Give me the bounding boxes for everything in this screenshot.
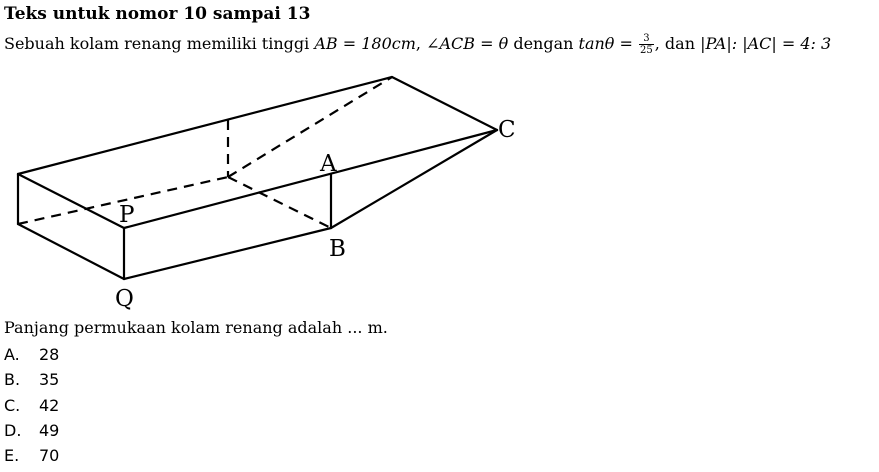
label-b: B xyxy=(329,236,346,262)
edge-bc xyxy=(331,130,497,228)
stem-ratio-text: dan xyxy=(659,34,701,53)
label-a: A xyxy=(320,151,337,177)
edge-left-top xyxy=(18,174,124,228)
option-value: 35 xyxy=(39,370,60,390)
label-c: C xyxy=(498,117,516,143)
option-a[interactable] xyxy=(4,344,59,369)
fraction-numerator: 3 xyxy=(639,33,654,45)
label-p: P xyxy=(119,202,135,228)
tan-fraction xyxy=(639,33,654,56)
edge-left-bottom xyxy=(18,224,124,279)
option-b[interactable] xyxy=(4,369,59,394)
option-c[interactable] xyxy=(4,395,59,420)
stem-intro: Sebuah kolam renang memiliki tinggi xyxy=(4,34,315,53)
option-value: 70 xyxy=(39,446,60,466)
section-heading: Teks untuk nomor 10 sampai 13 xyxy=(4,4,311,24)
option-letter: E. xyxy=(4,446,20,466)
label-q: Q xyxy=(115,286,134,312)
option-value: 49 xyxy=(39,420,60,440)
answer-options xyxy=(4,344,59,470)
tan-expression: tanθ = xyxy=(578,34,639,53)
option-d[interactable] xyxy=(4,420,59,445)
option-letter: C. xyxy=(4,395,21,415)
edge-top-right xyxy=(392,77,497,130)
hidden-edge-back-diagonal xyxy=(228,77,392,177)
stem-comma: , xyxy=(654,34,660,53)
option-value: 28 xyxy=(39,345,60,364)
stem-separator: , xyxy=(415,34,427,53)
angle-expression: ∠ACB = θ xyxy=(426,34,509,53)
fraction-denominator: 25 xyxy=(640,45,653,56)
option-letter: A. xyxy=(4,345,20,364)
option-letter: D. xyxy=(4,420,22,440)
edge-pa-ac xyxy=(124,130,497,228)
problem-statement xyxy=(4,33,831,56)
pool-diagram xyxy=(0,60,560,315)
option-value: 42 xyxy=(39,395,60,415)
hidden-edge-back-to-b xyxy=(228,177,331,228)
stem-mid: dengan xyxy=(508,34,579,53)
edge-qb xyxy=(124,228,331,279)
ratio-expression: |PA|: |AC| = 4: 3 xyxy=(700,34,832,53)
option-e[interactable] xyxy=(4,445,59,470)
option-letter: B. xyxy=(4,370,21,390)
question-text: Panjang permukaan kolam renang adalah ... m. xyxy=(4,318,388,337)
ab-expression: AB = 180cm xyxy=(314,34,416,53)
